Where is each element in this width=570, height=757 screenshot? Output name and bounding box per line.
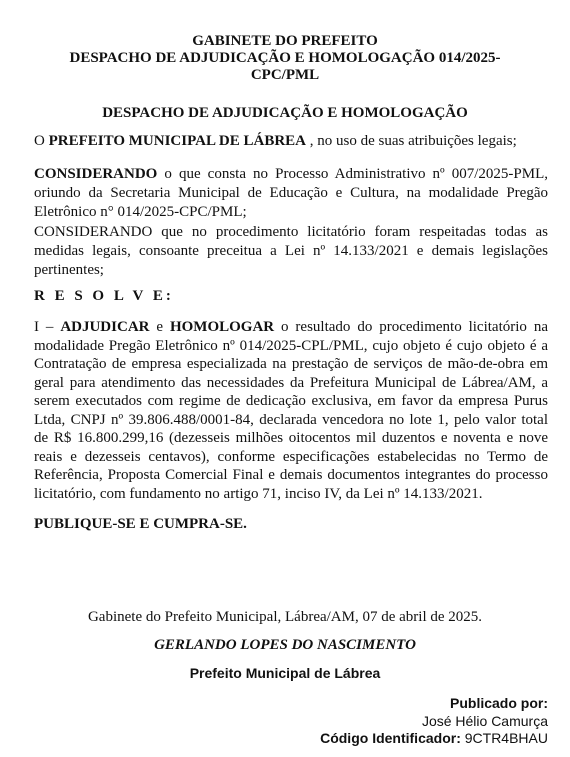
identifier-code (320, 730, 548, 746)
para4-rest: o resultado do procedimento licitatório na modalidade Pregão Eletrônico nº 014/2025-CPL/PML, cujo objeto é cujo objeto é a Contratação de empresa especializada na prestação de serviços de mão-de-obra em geral para atendimento das necessidades da Prefeitura Municipal de Lábrea/AM, a serem executados com regime de dedicação exclusiva, em favor da empresa Purus Ltda, CNPJ nº 39.806.488/0001-84, declarada vencedora no lote 1, pelo valor total de R$ 16.800.299,16 (dezesseis milhões oitocentos mil duzentos e noventa e nove reais e dezesseis centavos), conforme especificações estabelecidas no Termo de Referência, Proposta Comercial Final e demais documentos integrantes do processo licitatório, com fundamento no artigo 71, inciso IV, da Lei nº 14.133/2021. (34, 319, 548, 502)
para2-rest: o que consta no Processo Administrativo nº 007/2025-PML, oriundo da Secretaria Municipal de Educação e Cultura, na modalidade Pregão Eletrônico n° 014/2025-CPC/PML; (34, 166, 548, 220)
para1-pre: O (34, 133, 49, 149)
para4-bold-homologar: HOMOLOGAR (169, 319, 275, 335)
header-line-2: DESPACHO DE ADJUDICAÇÃO E HOMOLOGAÇÃO 014/2025- (69, 50, 501, 66)
date-line: Gabinete do Prefeito Municipal, Lábrea/AM, 07 de abril de 2025. (87, 609, 483, 625)
header-line-3: CPC/PML (250, 67, 320, 83)
para4-mid: e (149, 319, 170, 335)
published-by-name: José Hélio Camurça (421, 713, 548, 729)
paragraph-prefeito (34, 132, 548, 151)
paragraph-adjudicar (34, 318, 548, 503)
resolve-heading: R E S O L V E: (34, 288, 174, 304)
para4-prefix: I – (34, 319, 61, 335)
para1-post: , no uso de suas atribuições legais; (306, 133, 517, 149)
para2-bold: CONSIDERANDO (34, 166, 158, 182)
para4-bold-adjudicar: ADJUDICAR (60, 319, 150, 335)
document-subtitle: DESPACHO DE ADJUDICAÇÃO E HOMOLOGAÇÃO (102, 105, 468, 121)
paragraph-considerando-1 (34, 165, 548, 222)
para1-bold: PREFEITO MUNICIPAL DE LÁBREA (48, 133, 306, 149)
signatory-role: Prefeito Municipal de Lábrea (189, 665, 381, 681)
document-header (40, 33, 530, 84)
identifier-code-label: Código Identificador: (320, 730, 461, 746)
signatory-name: GERLANDO LOPES DO NASCIMENTO (154, 637, 416, 653)
paragraph-considerando-2: CONSIDERANDO que no procedimento licitatório foram respeitadas todas as medidas legais, consoante preceitua a Lei nº 14.133/2021 e demais legislações pertinentes; (34, 224, 548, 278)
published-by-label: Publicado por: (450, 695, 548, 711)
header-line-1: GABINETE DO PREFEITO (192, 33, 378, 49)
publique-line: PUBLIQUE-SE E CUMPRA-SE. (34, 516, 247, 532)
identifier-code-value: 9CTR4BHAU (460, 730, 548, 746)
